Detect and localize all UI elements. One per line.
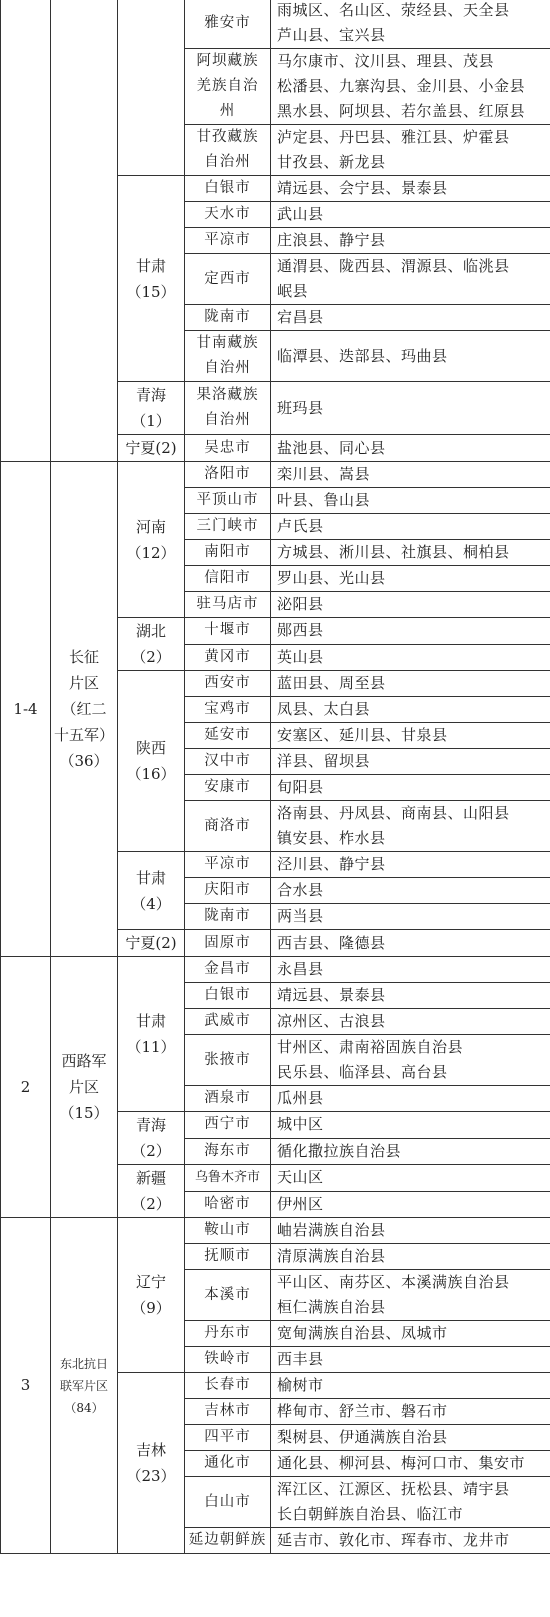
county-line: 岷县	[277, 282, 309, 300]
city-cell: 定西市	[185, 254, 271, 305]
county-line: 栾川县、嵩县	[277, 465, 371, 483]
counties-cell	[271, 305, 550, 331]
counties-cell	[271, 1399, 550, 1425]
counties-cell	[271, 930, 550, 957]
counties-cell	[271, 723, 550, 749]
city-cell: 通化市	[185, 1451, 271, 1477]
counties-cell	[271, 671, 550, 697]
city-cell: 吴忠市	[185, 435, 271, 462]
city-line: 阿坝藏族	[196, 53, 259, 69]
county-line: 叶县、鲁山县	[277, 491, 371, 509]
counties-cell	[271, 1165, 550, 1192]
county-line: 通化县、柳河县、梅河口市、集安市	[277, 1454, 526, 1472]
county-line: 武山县	[277, 205, 324, 223]
table-row	[1, 462, 550, 488]
province-line: 吉林	[135, 1441, 166, 1459]
counties-cell	[271, 202, 550, 228]
county-line: 芦山县、宝兴县	[277, 26, 386, 44]
region-line: 片区	[68, 674, 99, 692]
city-line: 自治州	[204, 360, 251, 376]
county-line: 天山区	[277, 1168, 324, 1187]
region-line: 联军片区	[59, 1378, 108, 1393]
city-cell: 黄冈市	[185, 644, 271, 671]
county-line: 黑水县、阿坝县、若尔盖县、红原县	[277, 102, 526, 120]
city-cell: 武威市	[185, 1009, 271, 1035]
counties-cell	[271, 382, 550, 435]
city-cell: 平顶山市	[185, 488, 271, 514]
county-line: 西丰县	[277, 1350, 324, 1368]
county-line: 城中区	[277, 1115, 324, 1134]
county-line: 瓜州县	[277, 1089, 324, 1107]
counties-cell	[271, 1270, 550, 1321]
county-line: 临潭县、迭部县、玛曲县	[277, 346, 448, 365]
county-line: 蓝田县、周至县	[277, 674, 386, 692]
counties-cell	[271, 618, 550, 645]
county-line: 宽甸满族自治县、凤城市	[277, 1324, 448, 1342]
city-cell	[185, 49, 271, 125]
county-line: 长白朝鲜族自治县、临江市	[277, 1505, 464, 1523]
city-line: 甘南藏族	[196, 335, 259, 351]
county-line: 榆树市	[277, 1376, 324, 1394]
province-cell	[118, 671, 185, 852]
city-cell: 平凉市	[185, 228, 271, 254]
city-cell: 庆阳市	[185, 878, 271, 904]
city-cell: 白山市	[185, 1477, 271, 1528]
city-cell: 天水市	[185, 202, 271, 228]
region-line: 十五军）	[53, 726, 114, 744]
city-cell: 固原市	[185, 930, 271, 957]
city-cell: 铁岭市	[185, 1347, 271, 1373]
counties-cell	[271, 775, 550, 801]
table-row	[1, 0, 550, 49]
province-line: 甘肃	[135, 256, 166, 275]
province-cell	[118, 1112, 185, 1165]
county-line: 循化撒拉族自治县	[277, 1141, 402, 1160]
city-cell: 白银市	[185, 176, 271, 202]
city-cell: 宝鸡市	[185, 697, 271, 723]
city-cell	[185, 125, 271, 176]
county-line: 洋县、留坝县	[277, 752, 371, 770]
counties-cell	[271, 514, 550, 540]
counties-cell	[271, 878, 550, 904]
province-line: 青海	[135, 1116, 166, 1134]
section-number-cell: 3	[1, 1218, 51, 1554]
province-line: 宁夏(2)	[125, 439, 177, 457]
counties-cell	[271, 254, 550, 305]
province-line: 辽宁	[135, 1273, 166, 1291]
county-line: 班玛县	[277, 398, 324, 417]
county-line: 安塞区、延川县、甘泉县	[277, 726, 448, 744]
county-line: 清原满族自治县	[277, 1247, 386, 1265]
city-line: 果洛藏族	[196, 387, 259, 403]
city-cell: 抚顺市	[185, 1244, 271, 1270]
county-line: 伊州区	[277, 1194, 324, 1213]
county-line: 甘孜县、新龙县	[277, 153, 386, 171]
city-cell: 四平市	[185, 1425, 271, 1451]
city-cell	[185, 331, 271, 382]
province-line: 青海	[135, 386, 166, 404]
counties-cell	[271, 1477, 550, 1528]
table-row	[1, 957, 550, 983]
province-cell	[118, 462, 185, 618]
county-line: 延吉市、敦化市、珲春市、龙井市	[277, 1531, 510, 1549]
county-line: 旬阳县	[277, 778, 324, 796]
province-line: 湖北	[135, 622, 166, 640]
counties-cell	[271, 957, 550, 983]
county-line: 凉州区、古浪县	[277, 1012, 386, 1030]
province-line: （2）	[131, 1142, 171, 1160]
region-line: 东北抗日	[59, 1356, 108, 1371]
province-cell	[118, 957, 185, 1112]
counties-cell	[271, 435, 550, 462]
province-line: （23）	[126, 1467, 176, 1485]
city-cell: 信阳市	[185, 566, 271, 592]
province-line: （1）	[131, 412, 171, 430]
province-cell	[118, 382, 185, 435]
county-line: 平山区、南芬区、本溪满族自治县	[277, 1273, 510, 1291]
counties-cell	[271, 1035, 550, 1086]
province-cell	[118, 618, 185, 671]
county-line: 罗山县、光山县	[277, 569, 386, 587]
county-line: 甘州区、肃南裕固族自治县	[277, 1038, 464, 1056]
counties-cell	[271, 1425, 550, 1451]
city-cell: 吉林市	[185, 1399, 271, 1425]
city-cell: 长春市	[185, 1373, 271, 1399]
city-cell: 洛阳市	[185, 462, 271, 488]
counties-cell	[271, 801, 550, 852]
county-line: 两当县	[277, 907, 324, 925]
province-line: 河南	[135, 517, 166, 536]
region-cell	[51, 462, 118, 957]
counties-cell	[271, 1244, 550, 1270]
city-line: 甘孜藏族	[196, 129, 259, 145]
city-cell: 延边朝鲜族	[185, 1528, 271, 1554]
city-cell: 陇南市	[185, 305, 271, 331]
region-line: （红二	[61, 700, 107, 718]
city-cell: 十堰市	[185, 618, 271, 645]
counties-cell	[271, 1086, 550, 1112]
region-line: （36）	[59, 752, 109, 770]
province-line: （9）	[131, 1299, 171, 1317]
county-line: 梨树县、伊通满族自治县	[277, 1428, 448, 1446]
city-cell: 丹东市	[185, 1321, 271, 1347]
counties-cell	[271, 488, 550, 514]
section-number-cell	[1, 0, 51, 462]
region-cell	[51, 0, 118, 462]
counties-cell	[271, 176, 550, 202]
province-line: （15）	[126, 282, 176, 301]
province-line: 甘肃	[135, 868, 166, 887]
city-line: 自治州	[204, 154, 251, 170]
county-line: 永昌县	[277, 960, 324, 978]
region-line: （84）	[64, 1400, 104, 1415]
city-cell: 西宁市	[185, 1112, 271, 1139]
counties-cell	[271, 1321, 550, 1347]
city-cell: 酒泉市	[185, 1086, 271, 1112]
province-line: 宁夏(2)	[125, 934, 177, 952]
county-line: 西吉县、隆德县	[277, 933, 386, 952]
county-line: 合水县	[277, 881, 324, 899]
city-cell: 陇南市	[185, 904, 271, 930]
city-cell: 雅安市	[185, 0, 271, 49]
section-number-cell: 1-4	[1, 462, 51, 957]
counties-cell	[271, 1451, 550, 1477]
city-cell: 本溪市	[185, 1270, 271, 1321]
counties-cell	[271, 1218, 550, 1244]
region-line: 片区	[68, 1078, 99, 1096]
city-cell: 白银市	[185, 983, 271, 1009]
county-line: 靖远县、会宁县、景泰县	[277, 179, 448, 197]
table-row	[1, 1218, 550, 1244]
county-line: 雨城区、名山区、荥经县、天全县	[277, 1, 510, 19]
region-cell	[51, 957, 118, 1218]
counties-cell	[271, 644, 550, 671]
counties-cell	[271, 49, 550, 125]
province-line: （2）	[131, 648, 171, 666]
city-cell: 张掖市	[185, 1035, 271, 1086]
city-cell: 驻马店市	[185, 592, 271, 618]
county-line: 泸定县、丹巴县、雅江县、炉霍县	[277, 128, 510, 146]
city-cell: 南阳市	[185, 540, 271, 566]
province-line: 陕西	[135, 739, 166, 757]
counties-cell	[271, 852, 550, 878]
county-line: 靖远县、景泰县	[277, 986, 386, 1004]
province-line: 甘肃	[135, 1012, 166, 1030]
counties-cell	[271, 125, 550, 176]
county-line: 庄浪县、静宁县	[277, 231, 386, 249]
counties-cell	[271, 1347, 550, 1373]
province-line: 新疆	[135, 1169, 166, 1187]
city-cell: 商洛市	[185, 801, 271, 852]
county-line: 泾川县、静宁县	[277, 855, 386, 873]
counties-cell	[271, 1112, 550, 1139]
counties-cell	[271, 331, 550, 382]
counties-cell	[271, 1373, 550, 1399]
counties-cell	[271, 1009, 550, 1035]
province-line: （11）	[126, 1038, 176, 1056]
city-line: 羌族自治	[196, 78, 259, 94]
county-line: 凤县、太白县	[277, 700, 371, 718]
counties-cell	[271, 1138, 550, 1165]
counties-cell	[271, 697, 550, 723]
province-line: （16）	[126, 765, 176, 783]
county-line: 浑江区、江源区、抚松县、靖宇县	[277, 1480, 510, 1498]
county-line: 洛南县、丹凤县、商南县、山阳县	[277, 804, 510, 822]
province-cell	[118, 1165, 185, 1218]
city-line: 自治州	[204, 412, 251, 428]
province-cell	[118, 930, 185, 957]
county-line: 松潘县、九寨沟县、金川县、小金县	[277, 77, 526, 95]
province-cell	[118, 435, 185, 462]
counties-cell	[271, 228, 550, 254]
province-cell	[118, 0, 185, 176]
counties-cell	[271, 566, 550, 592]
county-line: 通渭县、陇西县、渭源县、临洮县	[277, 257, 510, 275]
city-cell: 平凉市	[185, 852, 271, 878]
county-line: 泌阳县	[277, 595, 324, 613]
counties-cell	[271, 1191, 550, 1218]
province-cell	[118, 1373, 185, 1554]
counties-cell	[271, 540, 550, 566]
city-cell: 乌鲁木齐市	[185, 1165, 271, 1192]
region-line: 西路军	[61, 1052, 107, 1070]
counties-cell	[271, 0, 550, 49]
counties-cell	[271, 983, 550, 1009]
province-cell	[118, 176, 185, 382]
region-line: （15）	[59, 1104, 109, 1122]
county-line: 桓仁满族自治县	[277, 1298, 386, 1316]
counties-cell	[271, 1528, 550, 1554]
city-cell: 金昌市	[185, 957, 271, 983]
county-line: 岫岩满族自治县	[277, 1221, 386, 1239]
county-line: 马尔康市、汶川县、理县、茂县	[277, 52, 495, 70]
counties-cell	[271, 462, 550, 488]
county-line: 宕昌县	[277, 308, 324, 326]
province-line: （4）	[131, 894, 171, 913]
counties-cell	[271, 904, 550, 930]
county-line: 盐池县、同心县	[277, 438, 386, 457]
city-cell	[185, 382, 271, 435]
county-line: 方城县、淅川县、社旗县、桐柏县	[277, 543, 510, 561]
county-line: 镇安县、柞水县	[277, 829, 386, 847]
province-line: （12）	[126, 543, 176, 562]
province-cell	[118, 1218, 185, 1373]
city-cell: 延安市	[185, 723, 271, 749]
section-number-cell: 2	[1, 957, 51, 1218]
region-line: 长征	[68, 648, 99, 666]
province-cell	[118, 852, 185, 930]
city-cell: 汉中市	[185, 749, 271, 775]
county-line: 卢氏县	[277, 517, 324, 535]
county-line: 英山县	[277, 647, 324, 666]
county-line: 民乐县、临泽县、高台县	[277, 1063, 448, 1081]
province-line: （2）	[131, 1195, 171, 1213]
region-cell	[51, 1218, 118, 1554]
city-cell: 西安市	[185, 671, 271, 697]
county-line: 郧西县	[277, 621, 324, 640]
city-cell: 哈密市	[185, 1191, 271, 1218]
city-cell: 海东市	[185, 1138, 271, 1165]
city-cell: 鞍山市	[185, 1218, 271, 1244]
city-cell: 安康市	[185, 775, 271, 801]
county-line: 桦甸市、舒兰市、磐石市	[277, 1402, 448, 1420]
counties-cell	[271, 592, 550, 618]
city-cell: 三门峡市	[185, 514, 271, 540]
counties-cell	[271, 749, 550, 775]
city-line: 州	[219, 103, 236, 119]
